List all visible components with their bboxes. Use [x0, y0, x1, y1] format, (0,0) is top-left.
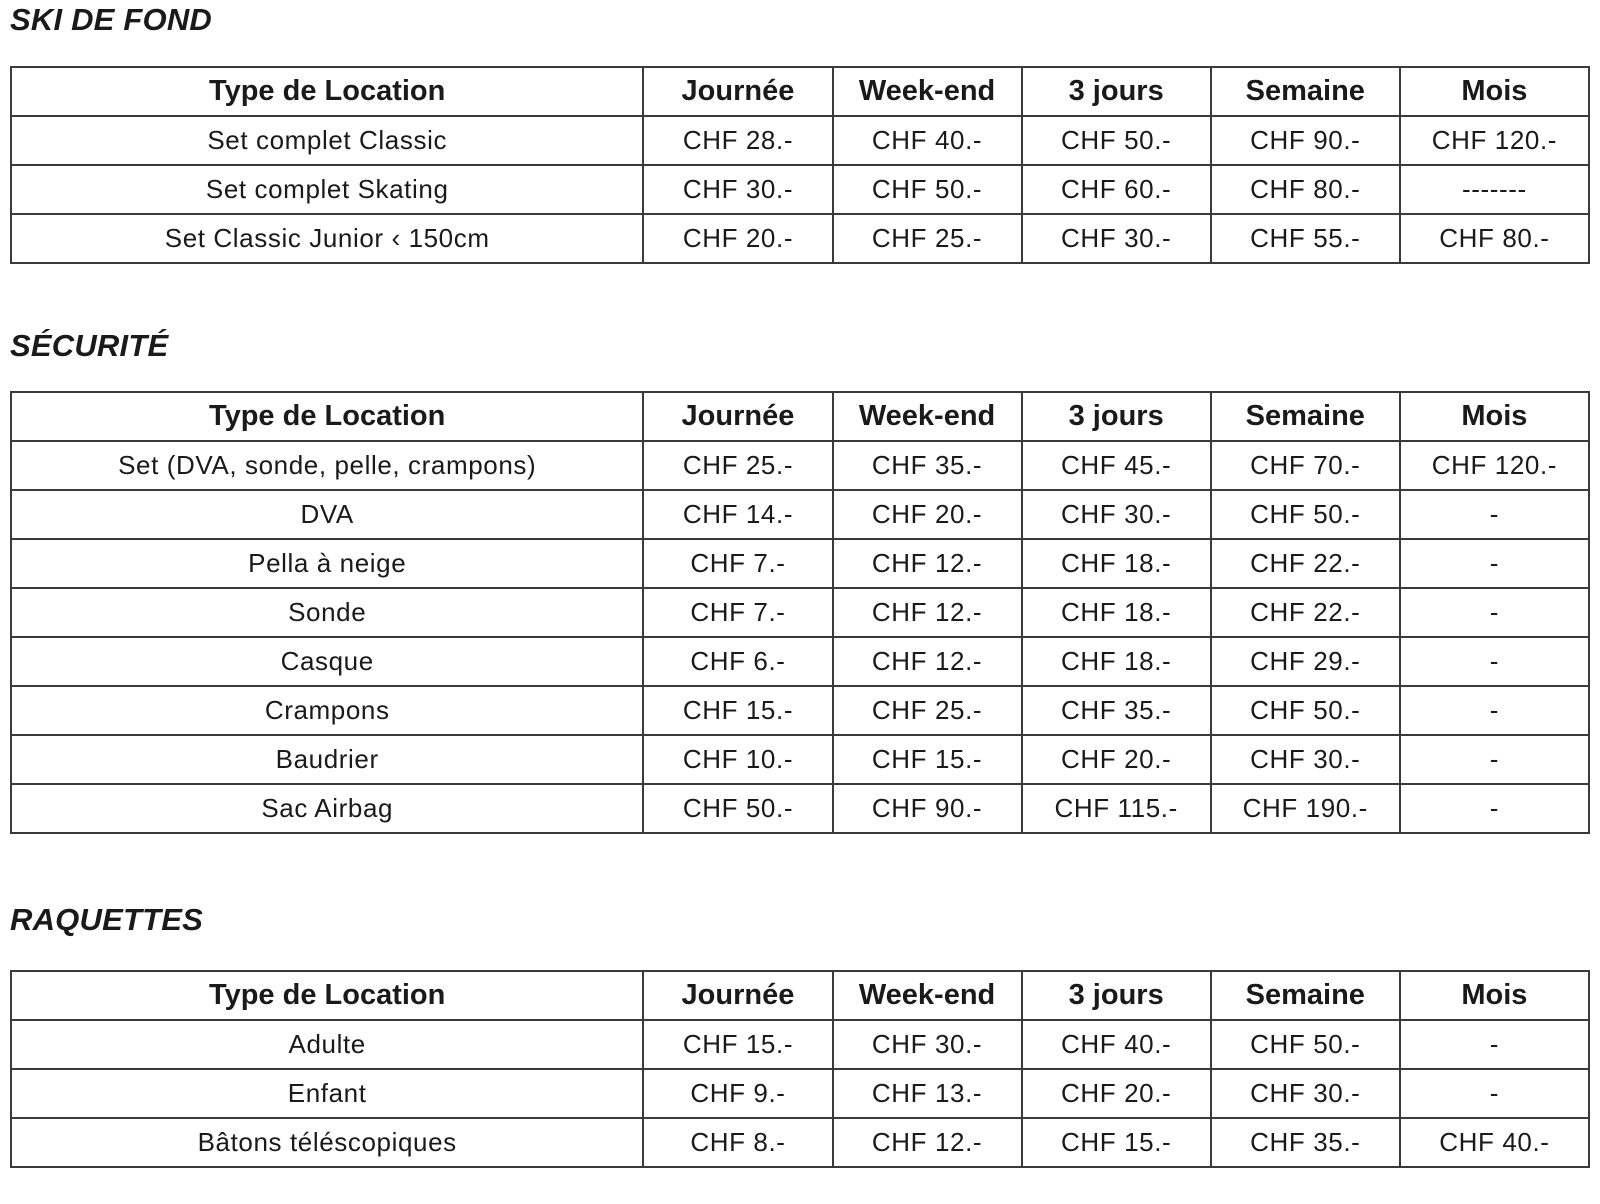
table-header-row	[11, 971, 1589, 1020]
table-header-row	[11, 392, 1589, 441]
cell-week-end: CHF 12.-	[833, 637, 1022, 686]
table-row	[11, 735, 1589, 784]
cell-mois: -	[1400, 1069, 1589, 1118]
table-row	[11, 116, 1589, 165]
cell-semaine: CHF 30.-	[1211, 1069, 1400, 1118]
cell-week-end: CHF 35.-	[833, 441, 1022, 490]
cell-journee: CHF 6.-	[643, 637, 832, 686]
cell-type: Enfant	[11, 1069, 643, 1118]
cell-journee: CHF 7.-	[643, 539, 832, 588]
cell-semaine: CHF 50.-	[1211, 1020, 1400, 1069]
cell-week-end: CHF 40.-	[833, 116, 1022, 165]
table-row	[11, 539, 1589, 588]
cell-mois: -	[1400, 686, 1589, 735]
cell-journee: CHF 15.-	[643, 686, 832, 735]
cell-type: Set complet Classic	[11, 116, 643, 165]
table-row	[11, 490, 1589, 539]
cell-mois: CHF 80.-	[1400, 214, 1589, 263]
cell-mois: -	[1400, 784, 1589, 833]
cell-3-jours: CHF 115.-	[1022, 784, 1211, 833]
cell-type: Casque	[11, 637, 643, 686]
cell-mois: -	[1400, 539, 1589, 588]
header-semaine: Semaine	[1211, 971, 1400, 1020]
cell-type: Set (DVA, sonde, pelle, crampons)	[11, 441, 643, 490]
cell-semaine: CHF 30.-	[1211, 735, 1400, 784]
cell-semaine: CHF 80.-	[1211, 165, 1400, 214]
header-type: Type de Location	[11, 67, 643, 116]
cell-semaine: CHF 50.-	[1211, 490, 1400, 539]
cell-mois: CHF 120.-	[1400, 441, 1589, 490]
header-week-end: Week-end	[833, 392, 1022, 441]
cell-week-end: CHF 15.-	[833, 735, 1022, 784]
cell-3-jours: CHF 60.-	[1022, 165, 1211, 214]
cell-3-jours: CHF 40.-	[1022, 1020, 1211, 1069]
cell-3-jours: CHF 45.-	[1022, 441, 1211, 490]
price-table-raquettes	[10, 970, 1590, 1168]
cell-mois: -	[1400, 735, 1589, 784]
cell-journee: CHF 10.-	[643, 735, 832, 784]
cell-journee: CHF 25.-	[643, 441, 832, 490]
cell-journee: CHF 15.-	[643, 1020, 832, 1069]
table-row	[11, 214, 1589, 263]
header-mois: Mois	[1400, 67, 1589, 116]
cell-week-end: CHF 13.-	[833, 1069, 1022, 1118]
cell-type: Sonde	[11, 588, 643, 637]
cell-journee: CHF 8.-	[643, 1118, 832, 1167]
table-row	[11, 686, 1589, 735]
cell-journee: CHF 30.-	[643, 165, 832, 214]
cell-semaine: CHF 35.-	[1211, 1118, 1400, 1167]
cell-week-end: CHF 90.-	[833, 784, 1022, 833]
cell-type: Sac Airbag	[11, 784, 643, 833]
cell-week-end: CHF 50.-	[833, 165, 1022, 214]
header-week-end: Week-end	[833, 971, 1022, 1020]
cell-journee: CHF 7.-	[643, 588, 832, 637]
cell-mois: -	[1400, 490, 1589, 539]
cell-week-end: CHF 25.-	[833, 686, 1022, 735]
price-table-securite	[10, 391, 1590, 834]
cell-week-end: CHF 30.-	[833, 1020, 1022, 1069]
header-journee: Journée	[643, 67, 832, 116]
cell-week-end: CHF 12.-	[833, 1118, 1022, 1167]
cell-journee: CHF 14.-	[643, 490, 832, 539]
cell-semaine: CHF 55.-	[1211, 214, 1400, 263]
cell-3-jours: CHF 18.-	[1022, 539, 1211, 588]
cell-3-jours: CHF 30.-	[1022, 214, 1211, 263]
table-row	[11, 637, 1589, 686]
cell-3-jours: CHF 35.-	[1022, 686, 1211, 735]
cell-mois: CHF 120.-	[1400, 116, 1589, 165]
header-type: Type de Location	[11, 392, 643, 441]
header-semaine: Semaine	[1211, 392, 1400, 441]
cell-week-end: CHF 12.-	[833, 539, 1022, 588]
cell-semaine: CHF 22.-	[1211, 539, 1400, 588]
header-journee: Journée	[643, 971, 832, 1020]
cell-type: Baudrier	[11, 735, 643, 784]
header-3-jours: 3 jours	[1022, 67, 1211, 116]
header-3-jours: 3 jours	[1022, 971, 1211, 1020]
cell-semaine: CHF 29.-	[1211, 637, 1400, 686]
section-title-ski-de-fond: SKI DE FOND	[10, 2, 212, 37]
cell-week-end: CHF 20.-	[833, 490, 1022, 539]
cell-type: Adulte	[11, 1020, 643, 1069]
cell-journee: CHF 20.-	[643, 214, 832, 263]
cell-mois: CHF 40.-	[1400, 1118, 1589, 1167]
cell-semaine: CHF 190.-	[1211, 784, 1400, 833]
cell-3-jours: CHF 18.-	[1022, 637, 1211, 686]
table-row	[11, 588, 1589, 637]
cell-type: Pella à neige	[11, 539, 643, 588]
cell-3-jours: CHF 30.-	[1022, 490, 1211, 539]
table-row	[11, 165, 1589, 214]
cell-3-jours: CHF 15.-	[1022, 1118, 1211, 1167]
header-type: Type de Location	[11, 971, 643, 1020]
table-row	[11, 1069, 1589, 1118]
header-semaine: Semaine	[1211, 67, 1400, 116]
cell-semaine: CHF 90.-	[1211, 116, 1400, 165]
cell-week-end: CHF 12.-	[833, 588, 1022, 637]
header-mois: Mois	[1400, 392, 1589, 441]
section-title-securite: SÉCURITÉ	[10, 328, 169, 363]
table-row	[11, 1020, 1589, 1069]
cell-week-end: CHF 25.-	[833, 214, 1022, 263]
cell-semaine: CHF 50.-	[1211, 686, 1400, 735]
table-row	[11, 1118, 1589, 1167]
cell-mois: -	[1400, 637, 1589, 686]
cell-mois: -	[1400, 1020, 1589, 1069]
section-title-raquettes: RAQUETTES	[10, 902, 203, 937]
header-journee: Journée	[643, 392, 832, 441]
cell-journee: CHF 50.-	[643, 784, 832, 833]
cell-journee: CHF 28.-	[643, 116, 832, 165]
cell-type: Bâtons téléscopiques	[11, 1118, 643, 1167]
cell-semaine: CHF 70.-	[1211, 441, 1400, 490]
cell-type: Crampons	[11, 686, 643, 735]
header-week-end: Week-end	[833, 67, 1022, 116]
cell-mois: -	[1400, 588, 1589, 637]
price-table-ski-de-fond	[10, 66, 1590, 264]
cell-type: Set complet Skating	[11, 165, 643, 214]
table-row	[11, 784, 1589, 833]
cell-3-jours: CHF 20.-	[1022, 1069, 1211, 1118]
cell-type: Set Classic Junior ‹ 150cm	[11, 214, 643, 263]
table-row	[11, 441, 1589, 490]
cell-3-jours: CHF 18.-	[1022, 588, 1211, 637]
table-header-row	[11, 67, 1589, 116]
header-mois: Mois	[1400, 971, 1589, 1020]
cell-journee: CHF 9.-	[643, 1069, 832, 1118]
cell-mois: -------	[1400, 165, 1589, 214]
cell-3-jours: CHF 20.-	[1022, 735, 1211, 784]
cell-type: DVA	[11, 490, 643, 539]
cell-3-jours: CHF 50.-	[1022, 116, 1211, 165]
header-3-jours: 3 jours	[1022, 392, 1211, 441]
cell-semaine: CHF 22.-	[1211, 588, 1400, 637]
